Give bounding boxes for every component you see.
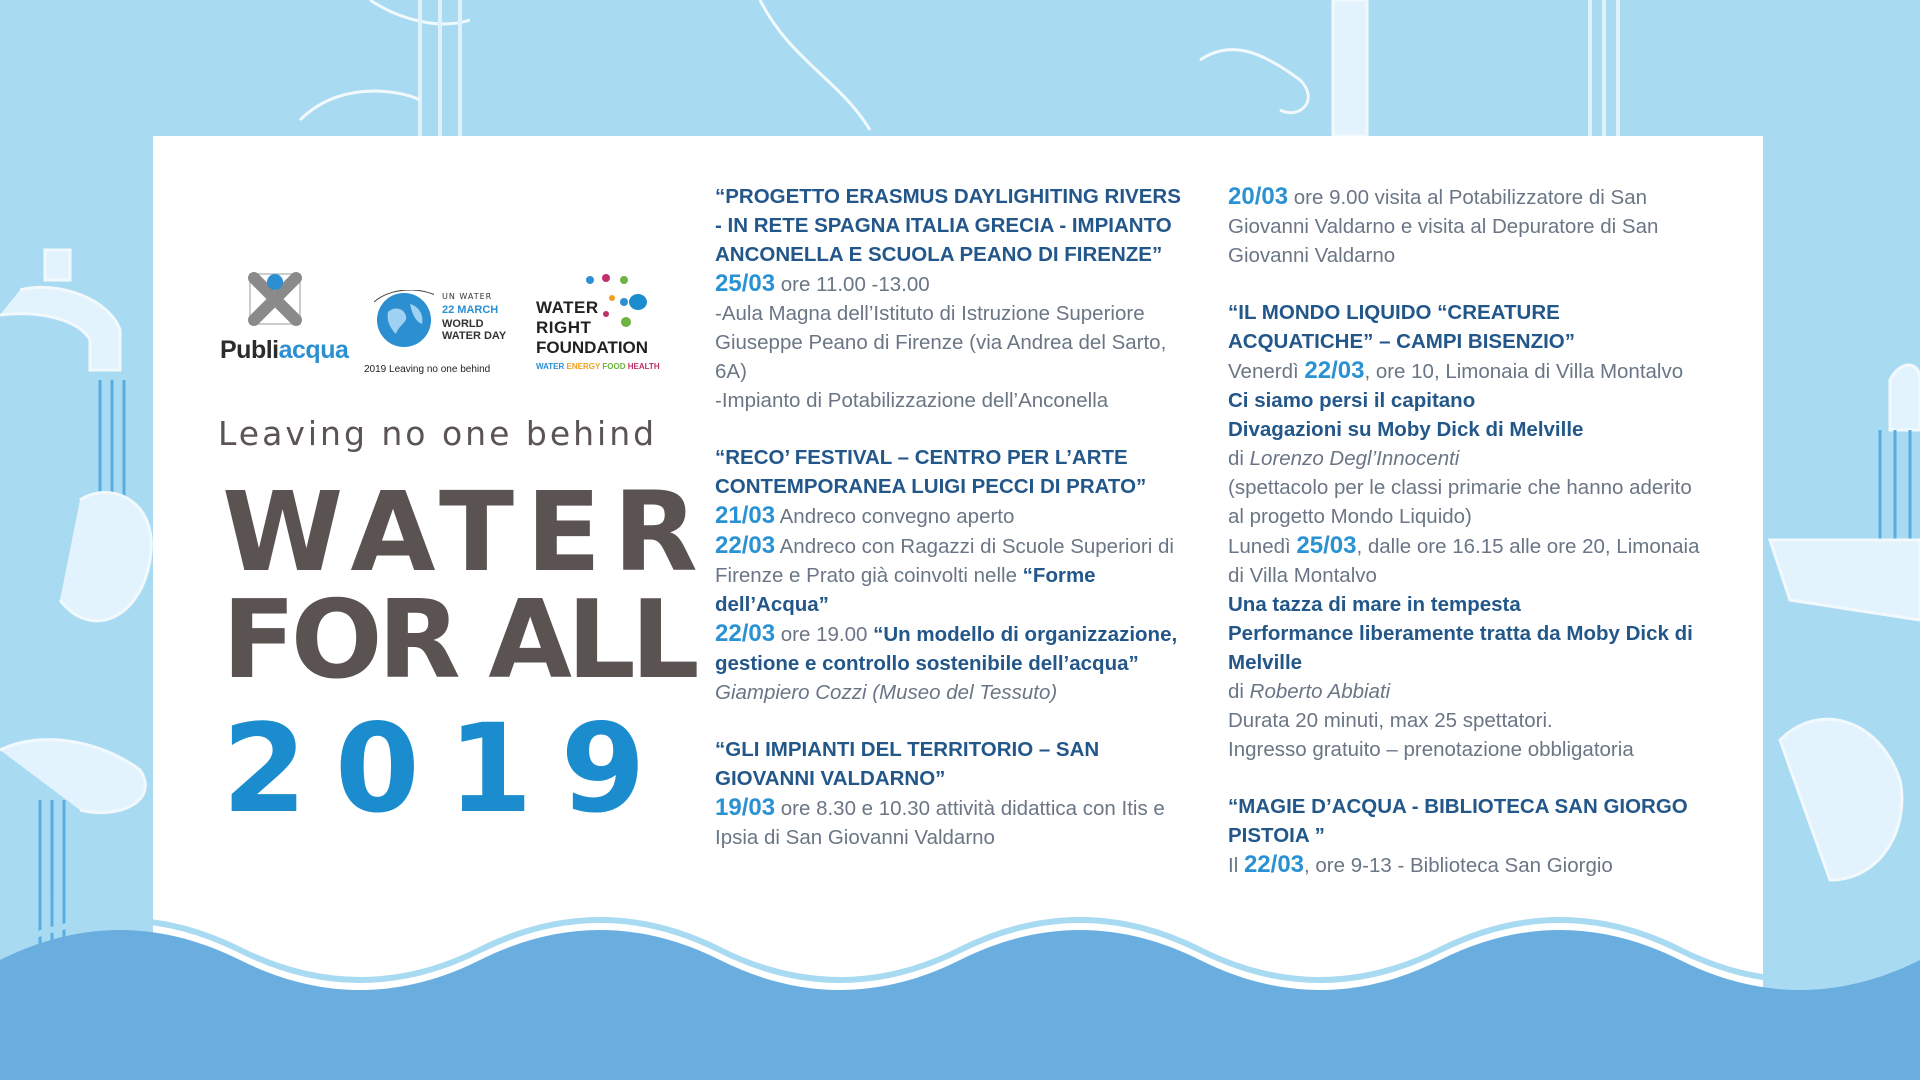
publiacqua-part2: acqua xyxy=(278,336,349,364)
event-title: “PROGETTO ERASMUS DAYLIGHITING RIVERS - IN RETE SPAGNA ITALIA GRECIA - IMPIANTO ANCONELLA E SCUOLA PEANO DI FIRENZE” xyxy=(715,185,1181,266)
wwd-name xyxy=(442,318,506,342)
globe-icon xyxy=(374,290,434,350)
event-text: Andreco con Ragazzi di Scuole Superiori di Firenze e Prato già coinvolti nelle xyxy=(715,535,1174,587)
event-author: Roberto Abbiati xyxy=(1249,680,1391,703)
event-impianti-cont xyxy=(1228,182,1708,270)
event-date: 19/03 xyxy=(715,794,776,821)
event-date: 20/03 xyxy=(1228,183,1289,210)
event-date: 22/03 xyxy=(715,620,776,647)
event-line xyxy=(1228,531,1708,590)
partner-logos xyxy=(218,268,668,378)
wrf-subtitle xyxy=(536,362,660,371)
event-mondo-liquido xyxy=(1228,298,1708,764)
event-date: 25/03 xyxy=(715,270,776,297)
event-text: ore 8.30 e 10.30 attività didattica con Itis e Ipsia di San Giovanni Valdarno xyxy=(715,797,1165,849)
publiacqua-wordmark xyxy=(220,336,348,365)
wrf-sub-water: WATER xyxy=(536,362,565,371)
event-text: , ore 9-13 - Biblioteca San Giorgio xyxy=(1304,854,1613,877)
event-text: Andreco convegno aperto xyxy=(775,505,1015,528)
event-author: Lorenzo Degl’Innocenti xyxy=(1249,447,1460,470)
event-text: Venerdì xyxy=(1228,360,1305,383)
water-waves xyxy=(0,900,1920,1080)
wwd-line2: WATER DAY xyxy=(442,330,507,342)
event-line: (spettacolo per le classi primarie che hanno aderito al progetto Mondo Liquido) xyxy=(1228,476,1692,528)
water-right-foundation-logo xyxy=(536,274,676,374)
event-show-title: Ci siamo persi il capitano xyxy=(1228,389,1476,412)
event-date: 22/03 xyxy=(715,532,776,559)
event-text: , dalle ore 16.15 alle ore 20, Limonaia di Villa Montalvo xyxy=(1228,535,1700,587)
event-text: ore 19.00 xyxy=(775,623,874,646)
wrf-sub-food: FOOD xyxy=(602,362,626,371)
event-line: -Aula Magna dell’Istituto di Istruzione Superiore Giuseppe Peano di Firenze (via Andrea del Sarto, 6A) xyxy=(715,302,1167,383)
event-text: di xyxy=(1228,680,1250,703)
wrf-sub-energy: ENERGY xyxy=(566,362,601,371)
event-line xyxy=(1228,182,1708,270)
event-date: 25/03 xyxy=(1296,532,1357,559)
hero-title-line2: FOR ALL xyxy=(222,578,695,703)
world-water-day-logo xyxy=(364,276,507,376)
event-title: “GLI IMPIANTI DEL TERRITORIO – SAN GIOVANNI VALDARNO” xyxy=(715,738,1100,790)
event-title: “RECO’ FESTIVAL – CENTRO PER L’ARTE CONTEMPORANEA LUIGI PECCI DI PRATO” xyxy=(715,446,1147,498)
hero-year: 2019 xyxy=(222,698,674,840)
event-line xyxy=(715,793,1185,852)
event-date: 21/03 xyxy=(715,502,776,529)
wrf-line2: RIGHT xyxy=(536,318,592,337)
publiacqua-logo xyxy=(218,268,349,372)
event-line xyxy=(1228,850,1708,880)
wwd-tagline: 2019 Leaving no one behind xyxy=(364,364,491,375)
wrf-line1: WATER xyxy=(536,298,599,317)
event-text: Lunedì xyxy=(1228,535,1297,558)
publiacqua-part1: Publi xyxy=(220,336,279,364)
event-line xyxy=(715,501,1185,531)
hero-title-line1: WATER xyxy=(222,468,710,596)
event-line xyxy=(715,531,1185,619)
event-reco-festival xyxy=(715,443,1185,707)
wrf-sub-health: HEALTH xyxy=(627,362,660,371)
event-line xyxy=(715,269,1185,299)
wrf-title xyxy=(536,298,599,338)
event-text: , ore 10, Limonaia di Villa Montalvo xyxy=(1364,360,1684,383)
event-show-title: Una tazza di mare in tempesta xyxy=(1228,593,1521,616)
event-show-subtitle: Performance liberamente tratta da Moby Dick di Melville xyxy=(1228,622,1693,674)
event-line xyxy=(715,619,1185,678)
publiacqua-mark-icon xyxy=(246,270,304,328)
event-date: 22/03 xyxy=(1243,851,1305,878)
event-text: Il xyxy=(1228,854,1244,877)
wwd-line1: WORLD xyxy=(442,318,484,330)
event-line xyxy=(1228,444,1708,473)
wrf-line3: FOUNDATION xyxy=(536,338,649,357)
event-line xyxy=(1228,677,1708,706)
event-text: di xyxy=(1228,447,1250,470)
un-water-label: UN WATER xyxy=(442,292,493,301)
event-erasmus xyxy=(715,182,1185,415)
event-speaker: Giampiero Cozzi (Museo del Tessuto) xyxy=(715,681,1058,704)
event-line: Ingresso gratuito – prenotazione obbligatoria xyxy=(1228,738,1634,761)
event-line: Durata 20 minuti, max 25 spettatori. xyxy=(1228,709,1553,732)
event-show-subtitle: Divagazioni su Moby Dick di Melville xyxy=(1228,418,1584,441)
wwd-date: 22 MARCH xyxy=(442,304,499,316)
event-highlight: “Un modello di organizzazione, gestione e controllo sostenibile dell’acqua” xyxy=(715,623,1178,675)
hero-tagline: Leaving no one behind xyxy=(218,414,658,453)
event-title: “MAGIE D’ACQUA - BIBLIOTECA SAN GIORGO PISTOIA ” xyxy=(1228,795,1688,847)
event-impianti xyxy=(715,735,1185,852)
event-title: “IL MONDO LIQUIDO “CREATURE ACQUATICHE” – CAMPI BISENZIO” xyxy=(1228,301,1575,353)
event-line xyxy=(1228,356,1708,386)
event-date: 22/03 xyxy=(1304,357,1365,384)
events-column-right xyxy=(1228,182,1708,908)
event-text: ore 11.00 -13.00 xyxy=(775,273,930,296)
event-magie-acqua xyxy=(1228,792,1708,880)
event-line: -Impianto di Potabilizzazione dell’Anconella xyxy=(715,389,1109,412)
events-column-left xyxy=(715,182,1185,880)
event-text: ore 9.00 visita al Potabilizzatore di San Giovanni Valdarno e visita al Depuratore di San Giovanni Valdarno xyxy=(1228,186,1659,267)
event-highlight: “Forme dell’Acqua” xyxy=(715,564,1096,616)
